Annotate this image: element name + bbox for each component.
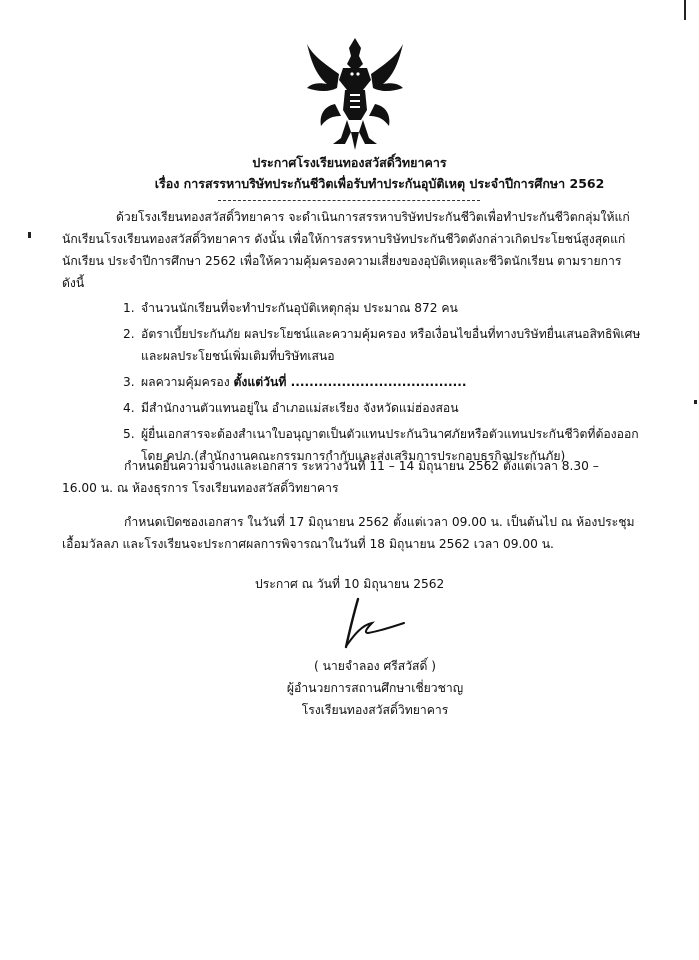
list-item bbox=[117, 323, 647, 367]
list-item-text: จำนวนนักเรียนที่จะทำประกันอุบัติเหตุกลุ่ม ประมาณ 872 คน bbox=[141, 301, 458, 315]
list-item-text: ผลความคุ้มครอง bbox=[141, 375, 230, 389]
signature-block bbox=[250, 655, 500, 721]
intro-paragraph: ด้วยโรงเรียนทองสวัสดิ์วิทยาคาร จะดำเนินการสรรหาบริษัทประกันชีวิตเพื่อทำประกันชีวิตกลุ่มให้แก่นักเรียนโรงเรียนทองสวัสดิ์วิทยาคาร ดังนั้น เพื่อให้การสรรหาบริษัทประกันชีวิตดังกล่าวเกิดประโยชน์สูงสุดแก่นักเรียน ประจำปีการศึกษา 2562 เพื่อให้ความคุ้มครองความเสี่ยงของอุบัติเหตุและชีวิตนักเรียน ตามรายการดังนี้ bbox=[62, 210, 630, 290]
list-item-text: มีสำนักงานตัวแทนอยู่ใน อำเภอแม่สะเรียง จังหวัดแม่ฮ่องสอน bbox=[141, 401, 459, 415]
list-item-number: 3. bbox=[123, 375, 135, 389]
announcement-date: ประกาศ ณ วันที่ 10 มิถุนายน 2562 bbox=[255, 577, 445, 591]
list-item bbox=[117, 371, 647, 393]
scan-artifact bbox=[28, 232, 31, 238]
announcement-subject: เรื่อง การสรรหาบริษัทประกันชีวิตเพื่อรับทำประกันอุบัติเหตุ ประจำปีการศึกษา 2562 bbox=[154, 176, 605, 191]
opening-paragraph: กำหนดเปิดซองเอกสาร ในวันที่ 17 มิถุนายน 2562 ตั้งแต่เวลา 09.00 น. เป็นต้นไป ณ ห้องประชุมเอื้อมวัลลภ และโรงเรียนจะประกาศผลการพิจารณาในวันที่ 18 มิถุนายน 2562 เวลา 09.00 น. bbox=[62, 515, 635, 551]
title-divider bbox=[218, 200, 480, 201]
list-item-bold-text: ตั้งแต่วันที่ ...................................... bbox=[233, 375, 467, 389]
submission-paragraph: กำหนดยื่นความจำนงและเอกสาร ระหว่างวันที่ 11 – 14 มิถุนายน 2562 ตั้งแต่เวลา 8.30 – 16.00 น. ณ ห้องธุรการ โรงเรียนทองสวัสดิ์วิทยาคาร bbox=[62, 459, 599, 495]
signer-school: โรงเรียนทองสวัสดิ์วิทยาคาร bbox=[301, 703, 449, 717]
signer-name: ( นายจำลอง ศรีสวัสดิ์ ) bbox=[313, 659, 437, 673]
scan-artifact bbox=[684, 0, 686, 20]
scan-artifact bbox=[694, 400, 697, 404]
list-item-number: 2. bbox=[123, 327, 135, 341]
list-item-number: 4. bbox=[123, 401, 135, 415]
requirements-list bbox=[117, 297, 647, 471]
list-item-number: 1. bbox=[123, 301, 135, 315]
signer-position: ผู้อำนวยการสถานศึกษาเชี่ยวชาญ bbox=[286, 681, 464, 695]
announcement-title: ประกาศโรงเรียนทองสวัสดิ์วิทยาคาร bbox=[252, 155, 447, 170]
handwritten-signature bbox=[320, 595, 410, 655]
list-item-text: อัตราเบี้ยประกันภัย ผลประโยชน์และความคุ้มครอง หรือเงื่อนไขอื่นที่ทางบริษัทยื่นเสนอสิทธิพิเศษและผลประโยชน์เพิ่มเติมที่บริษัทเสนอ bbox=[141, 327, 641, 363]
list-item bbox=[117, 397, 647, 419]
list-item bbox=[117, 297, 647, 319]
list-item-number: 5. bbox=[123, 427, 135, 441]
list-item-text: ผู้ยื่นเอกสารจะต้องสำเนาใบอนุญาตเป็นตัวแทนประกันวินาศภัยหรือตัวแทนประกันชีวิตที่ต้องออกโดย คปภ.(สำนักงานคณะกรรมการกำกับและส่งเสริมการประกอบธุรกิจประกันภัย) bbox=[141, 427, 639, 463]
garuda-emblem-icon bbox=[305, 34, 405, 152]
